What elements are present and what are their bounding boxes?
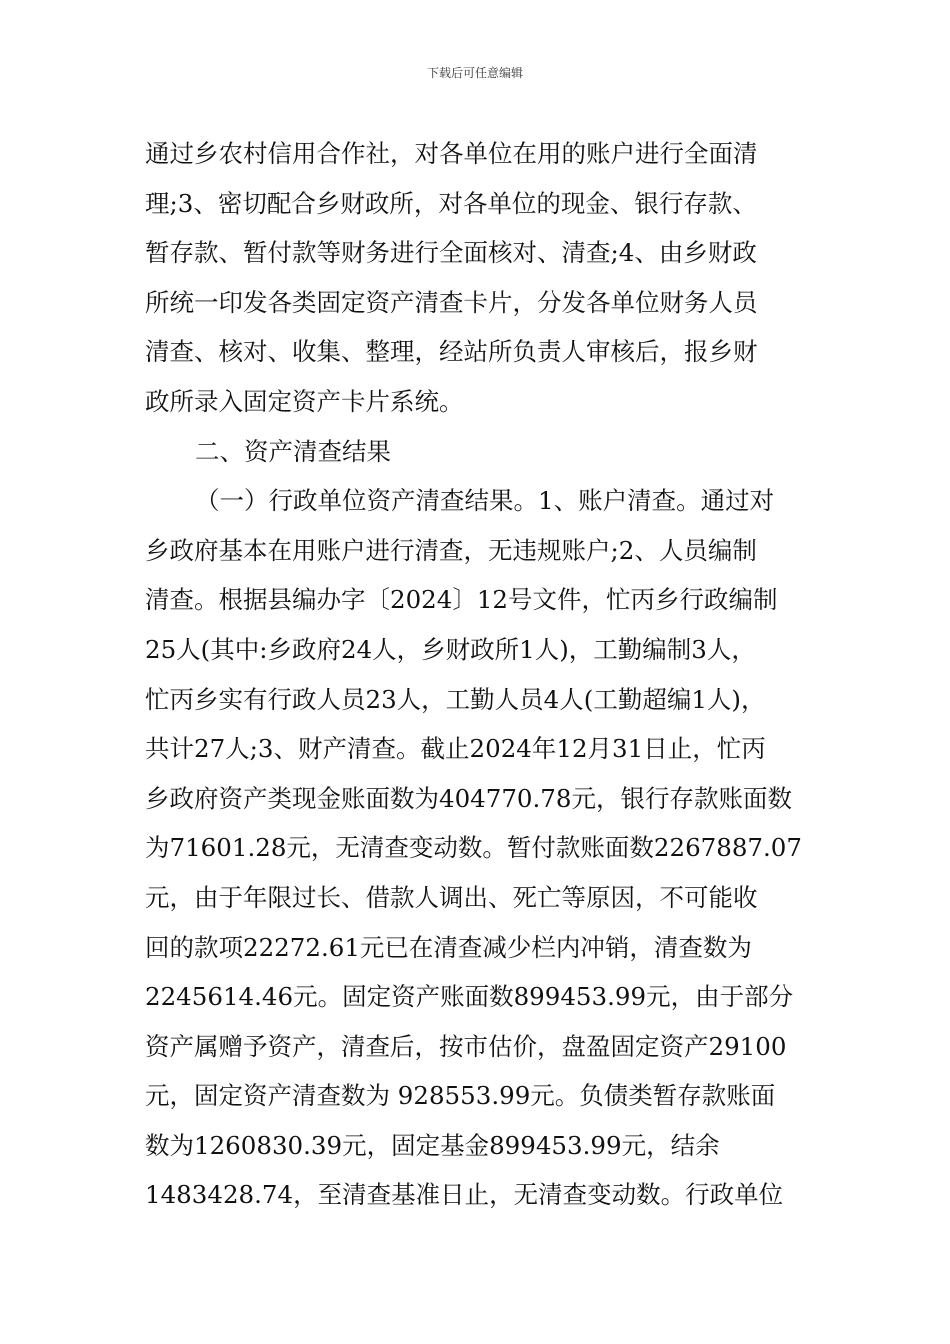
text-line: 清查。根据县编办字〔2024〕12号文件，忙丙乡行政编制 bbox=[145, 585, 778, 615]
text-line: 数为1260830.39元，固定基金899453.99元，结余 bbox=[145, 1130, 720, 1160]
text-line: 共计27人;3、财产清查。截止2024年12月31日止，忙丙 bbox=[145, 734, 766, 764]
section-heading: 二、资产清查结果 bbox=[195, 436, 391, 466]
text-line: 通过乡农村信用合作社，对各单位在用的账户进行全面清 bbox=[145, 139, 758, 168]
text-line: 乡政府基本在用账户进行清查，无违规账户;2、人员编制 bbox=[145, 535, 757, 565]
text-line: 所统一印发各类固定资产清查卡片，分发各单位财务人员 bbox=[145, 287, 758, 317]
text-line: 政所录入固定资产卡片系统。 bbox=[145, 386, 464, 416]
text-line: 为71601.28元，无清查变动数。暂付款账面数2267887.07 bbox=[145, 833, 802, 863]
text-line: 资产属赠予资产，清查后，按市估价，盘盈固定资产29100 bbox=[145, 1031, 787, 1061]
page-header-note: 下载后可任意编辑 bbox=[426, 66, 523, 80]
text-line: 1483428.74，至清查基准日止，无清查变动数。行政单位 bbox=[145, 1180, 784, 1210]
text-line: 理;3、密切配合乡财政所，对各单位的现金、银行存款、 bbox=[145, 188, 757, 218]
text-line: 回的款项22272.61元已在清查减少栏内冲销，清查数为 bbox=[145, 932, 752, 962]
text-line: 忙丙乡实有行政人员23人，工勤人员4人(工勤超编1人)， bbox=[145, 684, 766, 714]
text-line: 清查、核对、收集、整理，经站所负责人审核后，报乡财 bbox=[145, 337, 758, 367]
text-line: 元，固定资产清查数为 928553.99元。负债类暂存款账面 bbox=[145, 1081, 776, 1111]
text-line: 元，由于年限过长、借款人调出、死亡等原因，不可能收 bbox=[145, 882, 758, 912]
text-line: 2245614.46元。固定资产账面数899453.99元，由于部分 bbox=[145, 982, 794, 1012]
document-body bbox=[145, 129, 815, 1220]
text-line: 25人(其中:乡政府24人，乡财政所1人)，工勤编制3人， bbox=[145, 634, 756, 664]
text-line: 乡政府资产类现金账面数为404770.78元，银行存款账面数 bbox=[145, 783, 792, 813]
text-line: 暂存款、暂付款等财务进行全面核对、清查;4、由乡财政 bbox=[145, 238, 757, 268]
text-line: （一）行政单位资产清查结果。1、账户清查。通过对 bbox=[195, 486, 775, 516]
